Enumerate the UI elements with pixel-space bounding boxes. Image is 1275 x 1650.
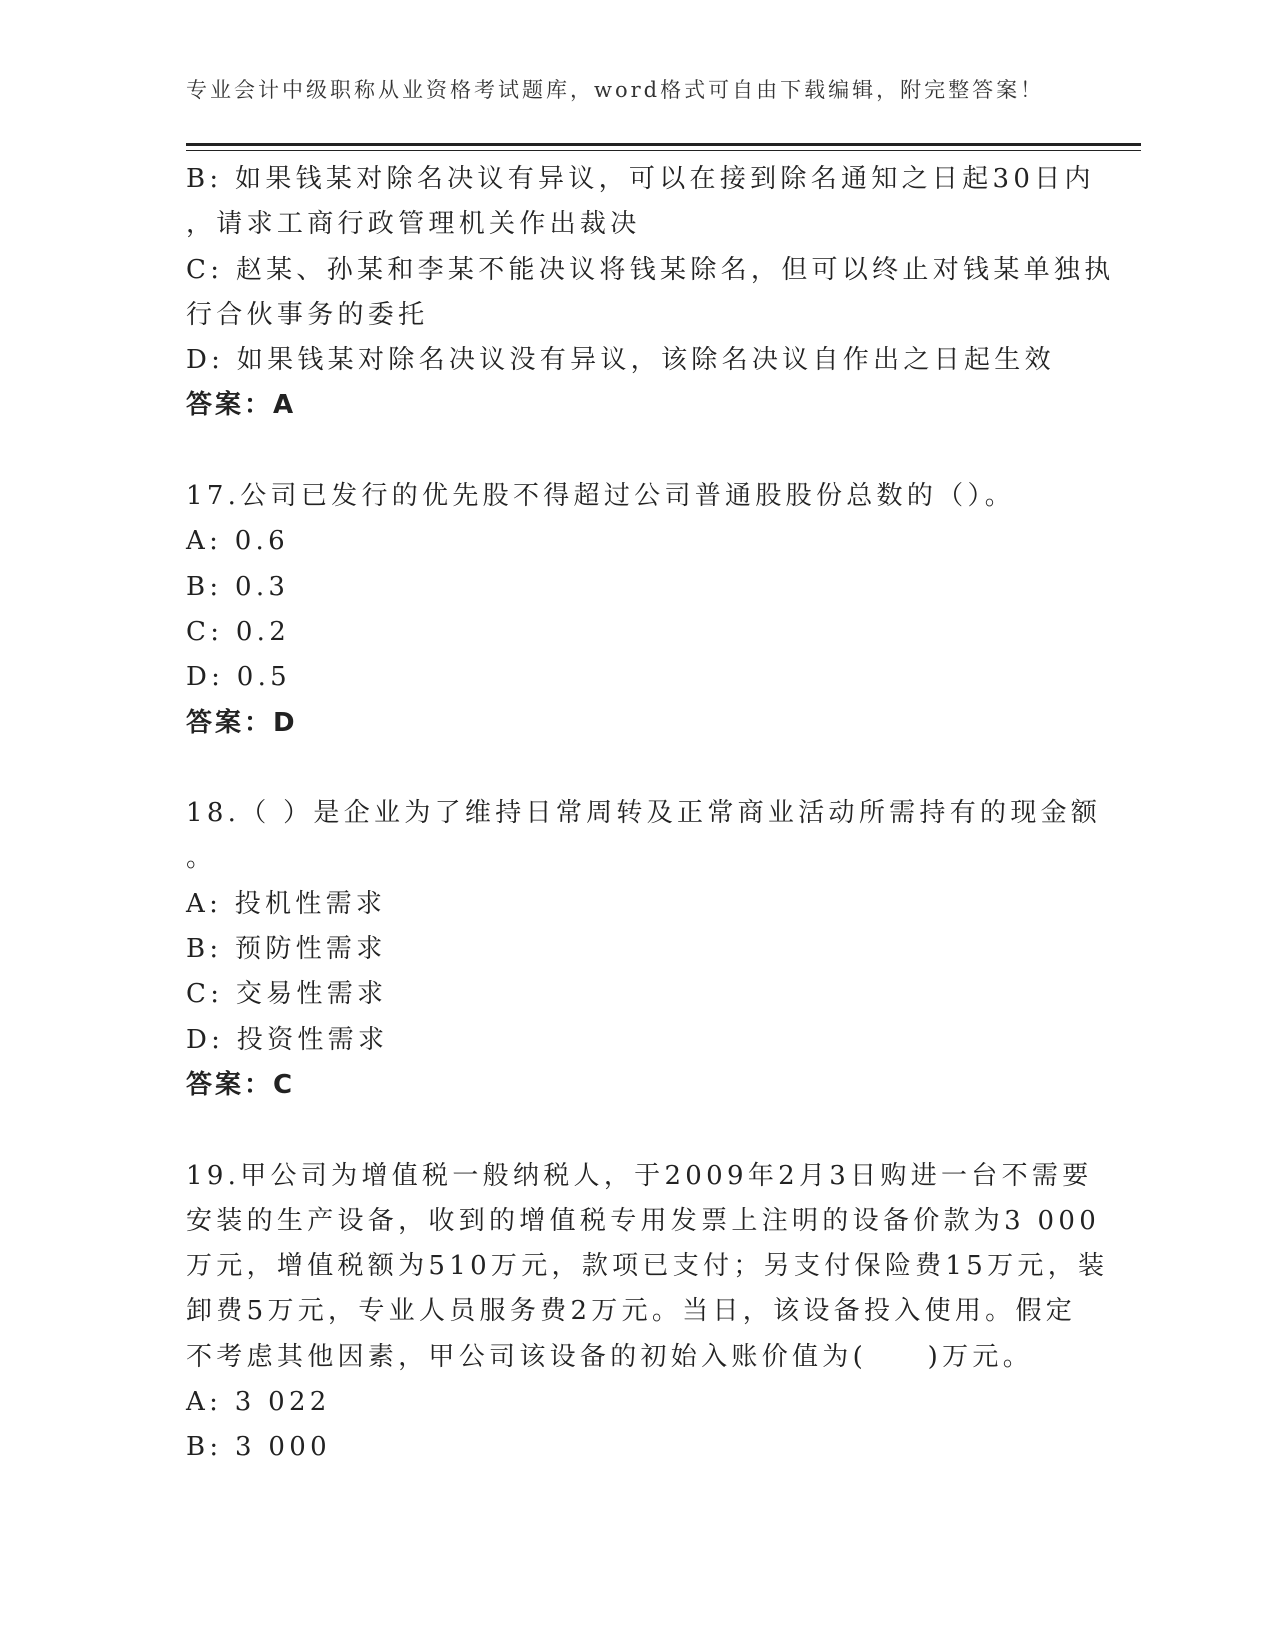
question-stem: 。	[186, 843, 217, 874]
answer-line: 答案：C	[186, 1069, 296, 1100]
option-line: D: 0.5	[186, 662, 292, 693]
option-line: B: 0.3	[186, 571, 290, 602]
option-line: D: 如果钱某对除名决议没有异议，该除名决议自作出之日起生效	[186, 345, 1055, 376]
option-line: B: 如果钱某对除名决议有异议，可以在接到除名通知之日起30日内	[186, 164, 1095, 194]
question-19	[186, 1154, 1109, 1471]
option-line: C: 交易性需求	[186, 979, 388, 1010]
answer-line: 答案：A	[186, 390, 297, 421]
question-stem: 17.公司已发行的优先股不得超过公司普通股股份总数的（）。	[186, 481, 1016, 512]
spacer	[186, 429, 1086, 474]
page-header: 专业会计中级职称从业资格考试题库，word格式可自由下载编辑，附完整答案！	[186, 78, 1045, 102]
answer-line: 答案：D	[186, 707, 298, 738]
option-line: A: 3 022	[186, 1387, 331, 1418]
question-stem: 18.（ ）是企业为了维持日常周转及正常商业活动所需持有的现金额	[186, 798, 1102, 829]
spacer	[186, 746, 1086, 791]
question-stem: 万元，增值税额为510万元，款项已支付；另支付保险费15万元，装	[186, 1251, 1109, 1282]
header-rule-thick	[186, 143, 1141, 146]
option-line: A: 投机性需求	[186, 888, 387, 919]
question-16-continued	[186, 157, 1115, 429]
option-line: ，请求工商行政管理机关作出裁决	[186, 209, 641, 240]
spacer	[186, 1108, 1086, 1153]
option-line: C: 0.2	[186, 616, 291, 647]
option-line: 行合伙事务的委托	[186, 299, 429, 330]
option-line: D: 投资性需求	[186, 1024, 389, 1055]
option-line: A: 0.6	[186, 526, 289, 557]
question-stem: 不考虑其他因素，甲公司该设备的初始入账价值为( )万元。	[186, 1341, 1033, 1372]
question-stem: 卸费5万元，专业人员服务费2万元。当日，该设备投入使用。假定	[186, 1296, 1077, 1327]
option-line: B: 预防性需求	[186, 934, 387, 965]
question-stem: 19.甲公司为增值税一般纳税人，于2009年2月3日购进一台不需要	[186, 1160, 1093, 1191]
question-list	[186, 157, 1115, 1471]
question-18	[186, 791, 1102, 1108]
header-rule-thin	[186, 150, 1141, 151]
question-17	[186, 474, 1086, 746]
option-line: B: 3 000	[186, 1432, 331, 1463]
question-stem: 安装的生产设备，收到的增值税专用发票上注明的设备价款为3 000	[186, 1205, 1101, 1236]
option-line: C: 赵某、孙某和李某不能决议将钱某除名，但可以终止对钱某单独执	[186, 254, 1115, 285]
